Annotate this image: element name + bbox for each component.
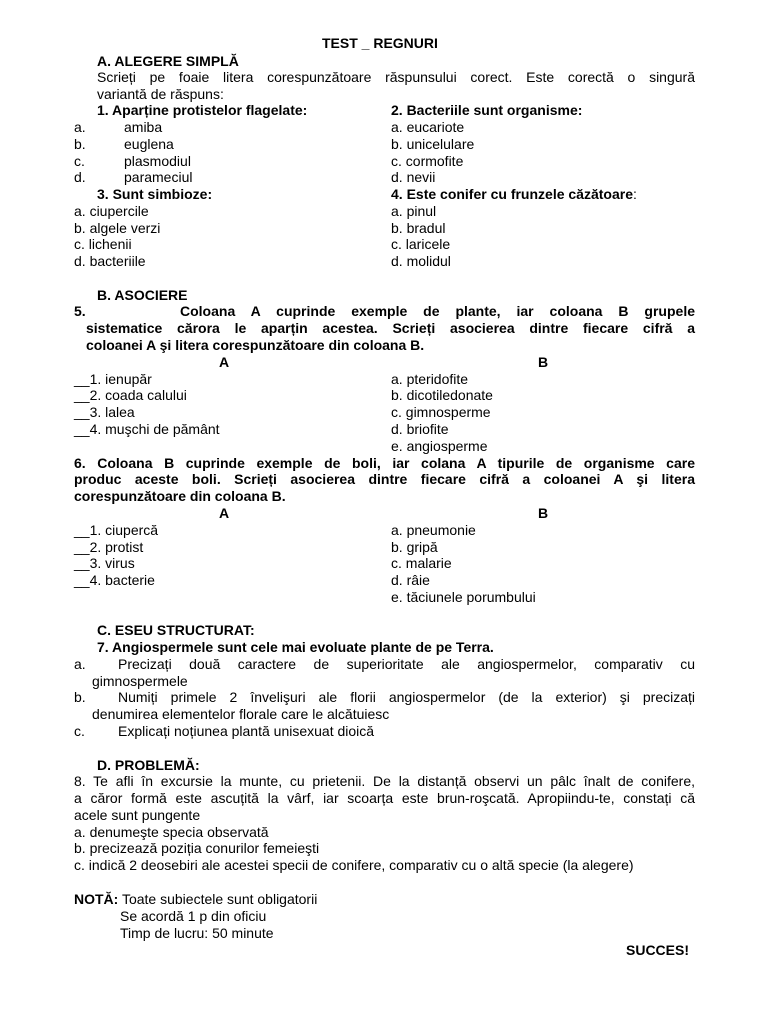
section-b-heading: B. ASOCIERE	[97, 287, 188, 303]
question-6-line2: produc aceste boli. Scrieți asocierea dintre fiecare cifră a coloanei A şi litera	[74, 471, 695, 487]
list-item: a. pteridofite	[391, 371, 469, 387]
option: a. ciupercile	[74, 203, 149, 219]
option-text: plasmodiul	[124, 153, 191, 169]
question-7c-line1: Explicați noțiunea plantă unisexuat dioică	[118, 723, 375, 739]
list-item: __3. lalea	[74, 404, 135, 420]
list-item: b. gripă	[391, 539, 438, 555]
list-item: b. dicotiledonate	[391, 387, 493, 403]
problem-item-a: a. denumeşte specia observată	[74, 824, 269, 840]
problem-item-c: c. indică 2 deosebiri ale acestei specii de conifere, comparativ cu o altă specie (la alegere)	[74, 857, 634, 873]
problem-line2: a căror formă este ascuțită la vârf, iar scoarța este brun-roşcată. Apropiindu-te, constați că	[74, 790, 695, 806]
option-letter: a.	[74, 119, 86, 135]
option: d. bacteriile	[74, 253, 146, 269]
option: a. pinul	[391, 203, 437, 219]
option: c. lichenii	[74, 236, 132, 252]
note-line2: Se acordă 1 p din oficiu	[120, 908, 267, 924]
note-text1: Toate subiectele sunt obligatorii	[118, 891, 318, 907]
item-letter: b.	[74, 689, 86, 705]
section-a-intro-line1: Scrieți pe foaie litera corespunzătoare răspunsului corect. Este corectă o singură	[97, 69, 695, 85]
column-a-header: A	[219, 505, 230, 521]
problem-line1: 8. Te afli în excursie la munte, cu prietenii. De la distanță observi un pâlc înalt de conifere,	[74, 773, 695, 789]
list-item: __2. coada calului	[74, 387, 187, 403]
item-letter: c.	[74, 723, 85, 739]
question-7b-line2: denumirea elementelor florale care le alcătuiesc	[92, 706, 390, 722]
list-item: __2. protist	[74, 539, 144, 555]
question-7b-line1: Numiți primele 2 învelişuri ale florii angiospermelor (de la exterior) şi precizați	[118, 689, 695, 705]
question-6-line3: corespunzătoare din coloana B.	[74, 488, 286, 504]
question-3-title: 3. Sunt simbioze:	[97, 186, 213, 202]
column-b-header: B	[538, 354, 549, 370]
item-letter: a.	[74, 656, 86, 672]
option: b. bradul	[391, 220, 446, 236]
question-4-title: 4. Este conifer cu frunzele căzătoare	[391, 186, 633, 202]
option: b. unicelulare	[391, 136, 475, 152]
option: b. algele verzi	[74, 220, 161, 236]
option-letter: b.	[74, 136, 86, 152]
question-2-title: 2. Bacteriile sunt organisme:	[391, 102, 583, 118]
option: c. cormofite	[391, 153, 464, 169]
question-7a-line2: gimnospermele	[92, 673, 188, 689]
list-item: __1. ciupercă	[74, 522, 159, 538]
column-b-header: B	[538, 505, 549, 521]
list-item: e. tăciunele porumbului	[391, 589, 536, 605]
list-item: __4. bacterie	[74, 572, 155, 588]
option: d. nevii	[391, 169, 436, 185]
question-5-line1: Coloana A cuprinde exemple de plante, iar coloana B grupele	[180, 303, 695, 319]
option: c. laricele	[391, 236, 451, 252]
column-a-header: A	[219, 354, 230, 370]
list-item: __3. virus	[74, 555, 135, 571]
option: d. molidul	[391, 253, 451, 269]
list-item: __1. ienupăr	[74, 371, 152, 387]
list-item: __4. muşchi de pământ	[74, 421, 220, 437]
option-text: euglena	[124, 136, 174, 152]
question-5-line3: coloanei A şi litera corespunzătoare din coloana B.	[86, 337, 425, 353]
section-d-heading: D. PROBLEMĂ:	[97, 757, 200, 773]
question-6-line1: 6. Coloana B cuprinde exemple de boli, iar colana A tipurile de organisme care	[74, 455, 695, 471]
question-4-title-wrap	[391, 186, 637, 202]
question-5-number: 5.	[74, 303, 86, 319]
question-1-title: 1. Aparține protistelor flagelate:	[97, 102, 308, 118]
option-text: parameciul	[124, 169, 193, 185]
list-item: d. râie	[391, 572, 430, 588]
list-item: c. gimnosperme	[391, 404, 491, 420]
note-label: NOTĂ:	[74, 891, 119, 907]
option-letter: c.	[74, 153, 85, 169]
closing-text: SUCCES!	[626, 942, 690, 958]
problem-item-b: b. precizează poziția conurilor femeieşti	[74, 840, 320, 856]
option-text: amiba	[124, 119, 163, 135]
option-letter: d.	[74, 169, 86, 185]
question-5-line2: sistematice cărora le aparțin acestea. Scrieți asocierea dintre fiecare cifră a	[86, 320, 695, 336]
note-line3: Timp de lucru: 50 minute	[120, 925, 274, 941]
problem-line3: acele sunt pungente	[74, 807, 201, 823]
list-item: a. pneumonie	[391, 522, 476, 538]
section-c-heading: C. ESEU STRUCTURAT:	[97, 622, 255, 638]
section-a-intro-line2: variantă de răspuns:	[97, 86, 224, 102]
list-item: c. malarie	[391, 555, 452, 571]
option: a. eucariote	[391, 119, 465, 135]
question-4-title-suffix: :	[632, 186, 637, 202]
page-title: TEST _ REGNURI	[322, 35, 438, 51]
question-7a-line1: Precizați două caractere de superioritate ale angiospermelor, comparativ cu	[118, 656, 695, 672]
list-item: e. angiosperme	[391, 438, 488, 454]
section-a-heading: A. ALEGERE SIMPLĂ	[97, 53, 239, 69]
question-7-title: 7. Angiospermele sunt cele mai evoluate plante de pe Terra.	[97, 639, 494, 655]
list-item: d. briofite	[391, 421, 449, 437]
note-line1	[74, 891, 317, 907]
